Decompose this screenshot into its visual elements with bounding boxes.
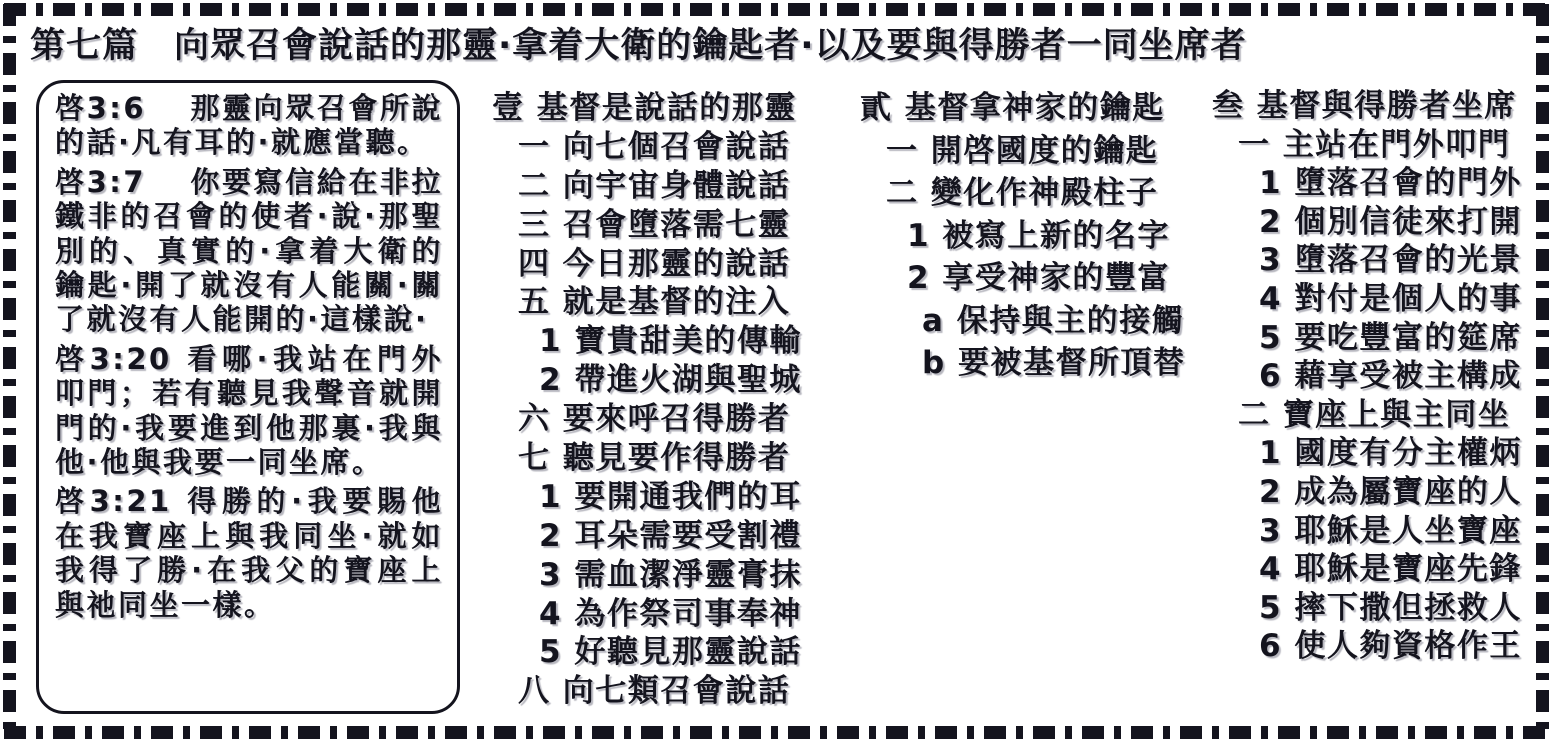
outline-line: 2 個別信徒來打開 (1259, 203, 1522, 240)
verse-paragraph: 啓3:20 看哪·我站在門外叩門；若有聽見我聲音就開門的·我要進到他那裏·我與他·他與我要一同坐席。 (55, 341, 443, 480)
outline-line: 3 墮落召會的光景 (1259, 242, 1522, 279)
verse-paragraph: 啓3:6 那靈向眾召會所說的話·凡有耳的·就應當聽。 (55, 91, 443, 160)
page-title: 第七篇 向眾召會說話的那靈·拿着大衛的鑰匙者·以及要與得勝者一同坐席者 (30, 26, 1247, 66)
outline-column-1 (492, 82, 802, 710)
outline-line: 一 主站在門外叩門 (1238, 126, 1511, 163)
outline-line: 壹 基督是說話的那靈 (492, 90, 797, 126)
outline-line: 3 需血潔淨靈膏抹 (539, 556, 802, 593)
outline-column-2 (860, 82, 1185, 380)
outline-line: 二 寶座上與主同坐 (1238, 396, 1511, 433)
outline-line: 6 藉享受被主構成 (1259, 358, 1522, 395)
outline-line: 5 摔下撒但拯救人 (1259, 589, 1522, 626)
outline-line: 4 對付是個人的事 (1259, 280, 1522, 317)
outline-column-3 (1212, 80, 1522, 665)
outline-line: 5 要吃豐富的筵席 (1259, 319, 1522, 356)
outline-line: 叁 基督與得勝者坐席 (1212, 88, 1517, 124)
outline-line: 3 耶穌是人坐寶座 (1259, 512, 1522, 549)
dashed-border-right (1536, 4, 1549, 738)
dashed-border-left (3, 4, 16, 738)
outline-line: 1 國度有分主權炳 (1259, 435, 1522, 472)
outline-line: 4 為作祭司事奉神 (539, 595, 802, 632)
outline-line: 4 耶穌是寶座先鋒 (1259, 551, 1522, 588)
outline-line: 三 召會墮落需七靈 (518, 206, 791, 243)
scripture-verse-box (36, 80, 460, 714)
outline-line: 1 寶貴甜美的傳輸 (539, 323, 802, 360)
outline-line: 1 墮落召會的門外 (1259, 165, 1522, 202)
outline-line: 2 享受神家的豐富 (907, 260, 1170, 296)
outline-line: 四 今日那靈的說話 (518, 245, 791, 282)
outline-line: 2 耳朵需要受割禮 (539, 517, 802, 554)
outline-line: 5 好聽見那靈說話 (539, 634, 802, 671)
outline-line: 貳 基督拿神家的鑰匙 (860, 90, 1165, 126)
outline-line: 二 變化作神殿柱子 (886, 175, 1159, 211)
outline-line: 五 就是基督的注入 (518, 284, 791, 321)
verse-paragraph: 啓3:7 你要寫信給在非拉鐵非的召會的使者·說·那聖別的、真實的·拿着大衛的鑰匙·開了就沒有人能關·關了就沒有人能開的·這樣說· (55, 164, 443, 337)
outline-line: 一 開啓國度的鑰匙 (886, 132, 1159, 169)
outline-line: 6 使人夠資格作王 (1259, 628, 1522, 665)
outline-line: 2 成為屬寶座的人 (1259, 473, 1522, 510)
verse-paragraph: 啓3:21 得勝的·我要賜他在我寶座上與我同坐·就如我得了勝·在我父的寶座上與祂同坐一樣。 (55, 484, 443, 622)
outline-line: 1 要開通我們的耳 (539, 478, 802, 515)
outline-line: 一 向七個召會說話 (518, 128, 791, 165)
dashed-border-bottom (4, 726, 1548, 739)
outline-line: 2 帶進火湖與聖城 (539, 362, 802, 399)
outline-line: 七 聽見要作得勝者 (518, 440, 791, 477)
outline-line: a 保持與主的接觸 (922, 302, 1185, 339)
outline-line: 八 向七類召會說話 (518, 673, 791, 710)
dashed-border-top (4, 3, 1548, 16)
outline-line: 六 要來呼召得勝者 (518, 401, 791, 438)
outline-line: b 要被基督所頂替 (922, 345, 1186, 381)
outline-line: 二 向宇宙身體說話 (518, 167, 791, 204)
outline-line: 1 被寫上新的名字 (907, 217, 1170, 254)
